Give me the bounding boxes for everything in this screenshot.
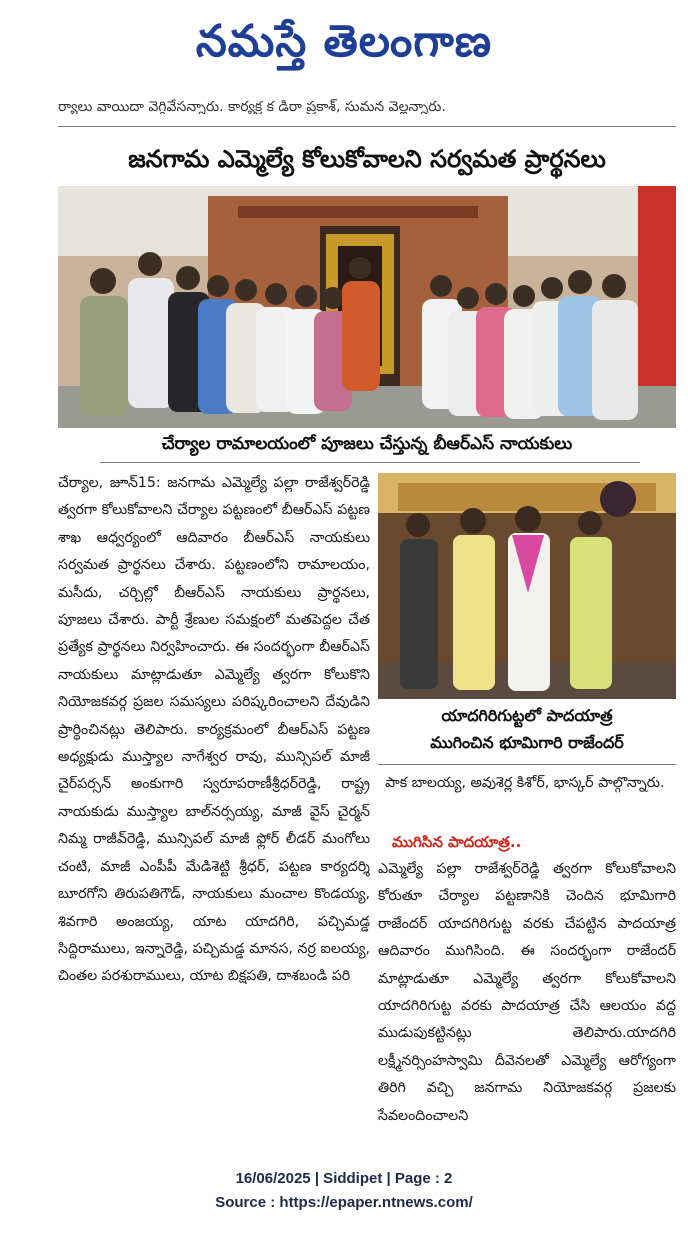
- padayatra-subheading: ముగిసిన పాదయాత్ర..: [392, 833, 522, 851]
- article-body-right-column: ఎమ్మెల్యే పల్లా రాజేశ్వర్‌రెడ్డి త్వరగా కోలుకోవాలని కోరుతూ చేర్యాల పట్టణానికి చెందిన భూమిగారి రాజేందర్ యాదగిరిగుట్ట వరకు చేపట్టిన పాదయాత్ర ఆదివారం ముగిసింది. ఈ సందర్భంగా రాజేందర్ మాట్లాడుతూ ఎమ్మెల్యే త్వరగా కోలుకోవాలని యాదగిరిగుట్ట వరకు పాదయాత్ర చేసి ఆలయం వద్ద ముడుపుకట్టినట్లు తెలిపారు.యాదగిరి లక్ష్మీనర్సింహస్వామి దీవెనలతో ఎమ్మెల్యే ఆరోగ్యంగా తిరిగి వచ్చి జనగామ నియోజకవర్గ ప్రజలకు సేవలందించాలని: [378, 861, 676, 1124]
- footer-date-edition-page: 16/06/2025 | Siddipet | Page : 2: [235, 1170, 453, 1187]
- divider: [58, 126, 676, 127]
- photo2-divider: [378, 764, 676, 765]
- temple-group-photo: [58, 186, 676, 428]
- article-body-right-top: పాక బాలయ్య, అవుశెర్ల కిశోర్, భాస్కర్ పాల్గొన్నారు.: [385, 775, 665, 791]
- caption-divider: [100, 462, 640, 463]
- newspaper-masthead: నమస్తే తెలంగాణ: [195, 16, 493, 67]
- truncated-previous-article-line: ర్యాలు వాయిదా వెగ్గివేసన్నారు. కార్యక్ర క డిరా ప్రకాశ్, సుమన వెల్లన్నారు.: [58, 99, 446, 114]
- photo2-caption-line1: యాదగిరిగుట్టలో పాదయాత్ర: [441, 706, 613, 725]
- article-headline: జనగామ ఎమ్మెల్యే కోలుకోవాలని సర్వమత ప్రార్థనలు: [128, 145, 606, 173]
- article-body-left-column: చేర్యాల, జూన్15: జనగామ ఎమ్మెల్యే పల్లా రాజేశ్వర్‌రెడ్డి త్వరగా కోలుకోవాలని చేర్యాల పట్టణంలో బీఆర్ఎస్ పట్టణ శాఖ ఆధ్వర్యంలో ఆదివారం బీఆర్ఎస్ నాయకులు సర్వమత ప్రార్థనలు చేశారు. పట్టణంలోని రామాలయం, మసీదు, చర్చిల్లో బీఆర్ఎస్ నాయకులు ప్రార్థనలు, పూజలు చేశారు. పార్టీ శ్రేణుల సమక్షంలో మతపెద్దల చేత ప్రత్యేక ప్రార్థనలు నిర్వహించారు. ఈ సందర్భంగా బీఆర్ఎస్ నాయకులు మాట్లాడుతూ ఎమ్మెల్యే త్వరగా కోలుకొని నియోజకవర్గ ప్రజల సమస్యలు పరిష్కరించాలని దేవుడిని ప్రార్థించినట్లు తెలిపారు. కార్యక్రమంలో బీఆర్ఎస్ పట్టణ అధ్యక్షుడు ముస్త్యాల నాగేశ్వర రావు, మున్సిపల్ మాజీ చైర్‌పర్సన్ అంకుగారి స్వరూపరాణీశ్రీధర్‌రెడ్డి, రాష్ట్ర నాయకుడు ముస్త్యాల బాల్‌నర్సయ్య, మాజీ వైస్ చైర్మన్ నిమ్మ రాజీవ్‌రెడ్డి, మున్సిపల్ మాజీ ఫ్లోర్ లీడర్ మంగోలు చంటి, మాజీ ఎంపీపీ మేడిశెట్టి శ్రీధర్, పట్టణ కార్యదర్శి బూరగోని తిరుపతిగౌడ్, నాయకులు మంచాల కొండయ్య, శివగారి అంజయ్య, యాట యాదగిరి, పచ్చిమడ్డ సిద్దిరాములు, ఇన్నారెడ్డి, పచ్చిమడ్డ మానస, నర్ర ఐలయ్య, చింతల పరశురాములు, యాట బిక్షపతి, దాశబండి పరి: [58, 475, 370, 985]
- photo2-caption-line2: ముగించిన భూమిగారి రాజేందర్: [430, 733, 624, 752]
- photo1-caption: చేర్యాల రామాలయంలో పూజలు చేస్తున్న బీఆర్ఎస్ నాయకులు: [161, 434, 573, 454]
- padayatra-photo: [378, 473, 676, 699]
- footer-source-url: Source : https://epaper.ntnews.com/: [215, 1194, 473, 1211]
